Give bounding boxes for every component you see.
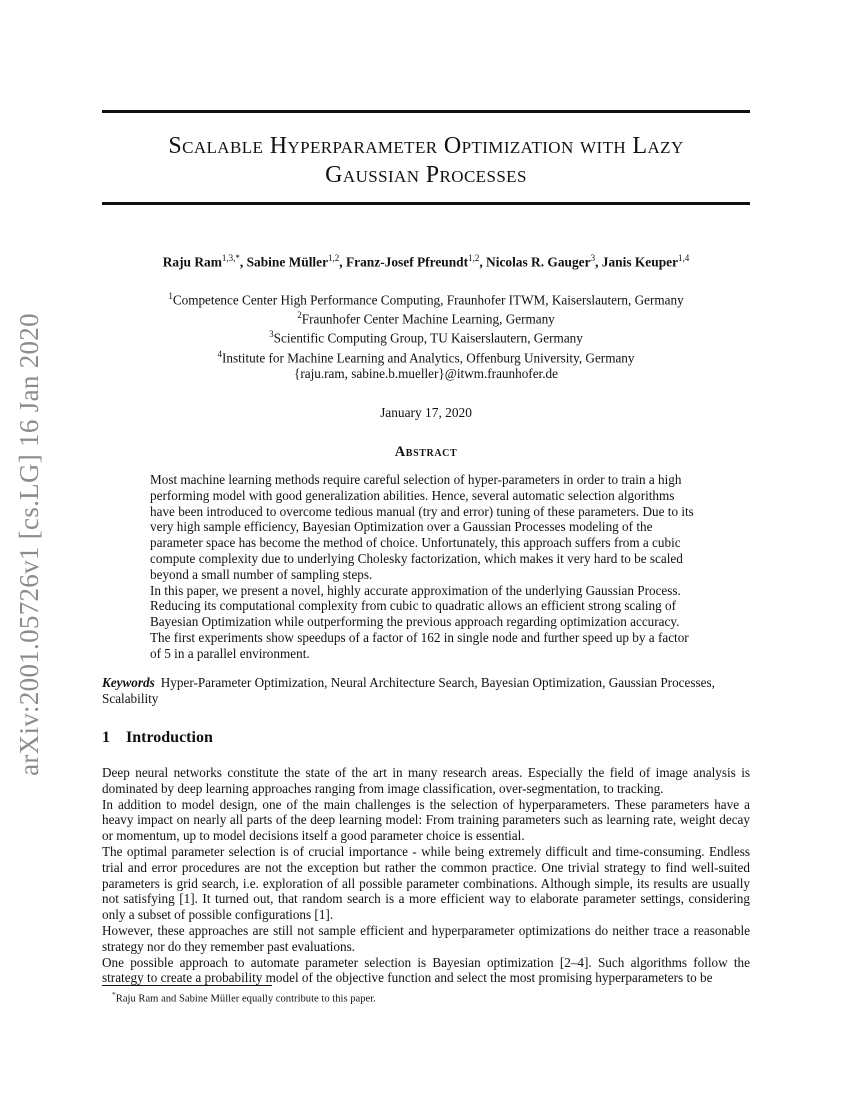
footnote-rule	[102, 985, 272, 986]
affiliation-line	[102, 347, 750, 366]
author-name: Franz-Josef Pfreundt	[345, 254, 469, 270]
affiliation-line	[102, 327, 750, 346]
keywords-label: Keywords	[102, 675, 155, 690]
affiliation-text: Fraunhofer Center Machine Learning, Germany	[301, 311, 555, 327]
author-name: Sabine Müller	[246, 254, 329, 270]
author-affiliation-mark: 1,3,*	[221, 253, 240, 263]
affiliation-mark: 3	[269, 329, 274, 340]
author-affiliation-mark: 1,2	[328, 253, 340, 263]
abstract-paragraph: In this paper, we present a novel, highly accurate approximation of the underlying Gaussian Process. Reducing its computational complexity from cubic to quadratic allows an efficient strong scaling of Bayesian Optimization while outperforming the previous approach regarding optimization accuracy. The first experiments show speedups of a factor of 162 in single node and further speed up by a factor of 5 in a parallel environment.	[150, 582, 689, 661]
affiliation-line	[102, 308, 750, 327]
affiliation-mark: 1	[168, 291, 173, 301]
abstract-paragraph: Most machine learning methods require careful selection of hyper-parameters in order to train a high performing model with good generalization abilities. Hence, several automatic selection algorithms have been introduced to overcome tedious manual (try and error) tuning of these parameters. Due to its very high sample efficiency, Bayesian Optimization over a Gaussian Processes modeling of the parameter space has become the method of choice. Unfortunately, this approach suffers from a cubic compute complexity due to underlying Cholesky factorization, which makes it very hard to be scaled beyond a small number of sampling steps.	[150, 472, 694, 582]
author-name: Nicolas R. Gauger	[486, 254, 591, 270]
body-paragraph: The optimal parameter selection is of crucial importance - while being extremely difficult and time-consuming. Endless trial and error procedures are not the exception but rather the common practice. One trivial strategy to find well-suited parameters is grid search, i.e. exploration of all possible parameter combinations. Although simple, its results are usually not satisfying [1]. It turned out, that random search is a more efficient way to elaborate parameter settings, considering only a subset of possible configurations [1].	[102, 843, 750, 923]
author-affiliation-mark: 3	[590, 253, 596, 263]
author-affiliation-mark: 1,2	[468, 253, 480, 263]
title-bottom-rule	[102, 202, 750, 205]
affiliation-list	[102, 289, 750, 382]
paper-title-line-2: Gaussian Processes	[325, 162, 527, 188]
footnote-mark: *	[112, 990, 116, 999]
paper-title-line-1: Scalable Hyperparameter Optimization with Lazy	[168, 133, 684, 159]
author-name: Janis Keuper	[601, 254, 679, 270]
affiliation-text: Scientific Computing Group, TU Kaiserslautern, Germany	[273, 330, 583, 346]
paper-title	[102, 132, 750, 190]
footnote-text: Raju Ram and Sabine Müller equally contribute to this paper.	[115, 993, 376, 1005]
section-number: 1	[102, 729, 110, 746]
keywords-text: Hyper-Parameter Optimization, Neural Architecture Search, Bayesian Optimization, Gaussian Processes, Scalability	[102, 675, 715, 706]
body-paragraph: Deep neural networks constitute the state of the art in many research areas. Especially the field of image analysis is dominated by deep learning approaches ranging from image classification, over-segmentation, to tracking.	[102, 765, 750, 796]
body-paragraph: One possible approach to automate parameter selection is Bayesian optimization [2–4]. Such algorithms follow the strategy to create a probability model of the objective function and select the most promising hyperparameters to be	[102, 954, 750, 986]
abstract-body	[150, 472, 702, 662]
body-paragraph: However, these approaches are still not sample efficient and hyperparameter optimizations do neither trace a reasonable strategy nor do they remember past evaluations.	[102, 922, 750, 954]
contact-email: {raju.ram, sabine.b.mueller}@itwm.fraunhofer.de	[294, 365, 558, 381]
introduction-body	[102, 765, 750, 986]
affiliation-text: Competence Center High Performance Computing, Fraunhofer ITWM, Kaiserslautern, Germany	[172, 292, 684, 308]
arxiv-id-label: arXiv:2001.05726v1 [cs.LG] 16 Jan 2020	[13, 312, 44, 776]
affiliation-mark: 4	[217, 348, 222, 359]
title-top-rule	[102, 110, 750, 113]
author-name: Raju Ram	[162, 254, 222, 270]
section-heading-introduction	[102, 729, 213, 747]
paper-date: January 17, 2020	[380, 405, 472, 420]
affiliation-mark: 2	[297, 310, 302, 321]
body-paragraph: In addition to model design, one of the main challenges is the selection of hyperparameters. These parameters have a heavy impact on nearly all parts of the deep learning model: From training parameters such as learning rate, weight decay or momentum, up to model decisions itself a good parameter choice is essential.	[102, 796, 750, 844]
affiliation-line	[102, 289, 750, 308]
abstract-heading: Abstract	[394, 444, 458, 460]
arxiv-side-stamp	[6, 296, 52, 792]
affiliation-text: Institute for Machine Learning and Analytics, Offenburg University, Germany	[222, 349, 635, 365]
author-list: Raju Ram$^{1,3,*}$, Sabine Müller$^{1,2}$, Franz-Josef Pfreundt$^{1,2}$, Nicolas R. Gauger$^3$, Janis Keuper$^{1,4}$	[162, 253, 690, 270]
keywords-block	[102, 675, 752, 707]
footnote	[112, 990, 376, 1005]
section-title: Introduction	[126, 729, 213, 746]
author-affiliation-mark: 1,4	[678, 253, 690, 263]
